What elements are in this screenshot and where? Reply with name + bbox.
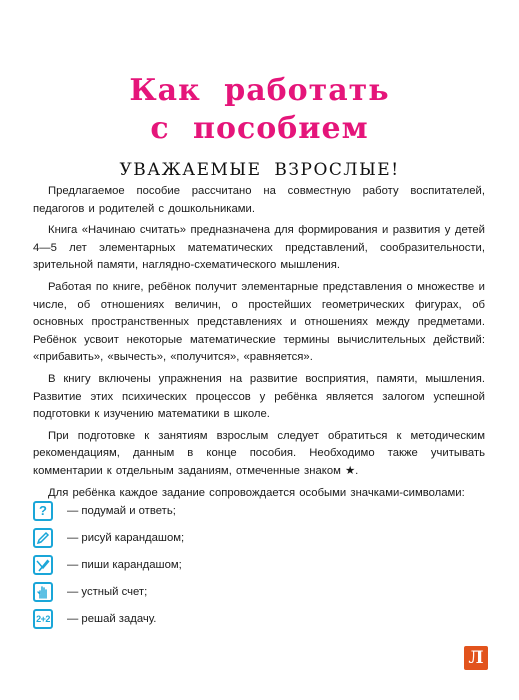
- icon-legend-item: [33, 578, 333, 605]
- two-plus-two-icon: 2+2: [33, 609, 53, 629]
- pencil-icon: [33, 528, 53, 548]
- write-icon: [33, 555, 53, 575]
- icon-legend-item: [33, 497, 333, 524]
- paragraph: Работая по книге, ребёнок получит элементарные представления о множестве и числе, об отношениях величин, о простейших геометрических фигурах, об основных пространственных представлениях и отношениях между предметами. Ребёнок усвоит некоторые математические термины вычислительных действий: «прибавить», «вычесть», «получится», «равняется».: [33, 280, 485, 364]
- paragraph: В книгу включены упражнения на развитие восприятия, памяти, мышления. Развитие этих психических процессов у ребёнка является залогом успешной подготовки к изучению математики в школе.: [33, 372, 485, 421]
- page-title-line-2: с пособием: [150, 111, 369, 146]
- icon-legend-item: [33, 524, 333, 551]
- paragraph-text: При подготовке к занятиям взрослым следует обратиться к методическим рекомендациям, данным в конце пособия. Необходимо также учитывать комментарии к отдельным заданиям, отмеченные знаком: [33, 429, 485, 477]
- icon-legend-label: — пиши карандашом;: [67, 558, 182, 571]
- icon-legend-item: [33, 605, 333, 632]
- section-heading: УВАЖАЕМЫЕ ВЗРОСЛЫЕ!: [119, 160, 400, 180]
- page-title: [0, 72, 519, 148]
- icon-legend-label: — решай задачу.: [67, 612, 157, 625]
- body-text: [33, 183, 485, 506]
- icon-legend-item: [33, 551, 333, 578]
- page-title-line-1: Как работать: [129, 73, 390, 108]
- hand-count-icon: [33, 582, 53, 602]
- publisher-logo: Л: [464, 646, 488, 670]
- icon-legend-label: — устный счет;: [67, 585, 148, 598]
- icon-legend-label: — рисуй карандашом;: [67, 531, 185, 544]
- icon-legend: [33, 497, 333, 632]
- paragraph: [33, 428, 485, 481]
- question-icon: ?: [33, 501, 53, 521]
- star-icon: ★.: [345, 464, 359, 477]
- paragraph: Книга «Начинаю считать» предназначена для формирования и развития у детей 4—5 лет элементарных математических представлений, сообразительности, зрительной памяти, наглядно-схематического мышления.: [33, 224, 485, 272]
- paragraph: Предлагаемое пособие рассчитано на совместную работу воспитателей, педагогов и родителей с дошкольниками.: [33, 185, 485, 215]
- icon-legend-label: — подумай и ответь;: [67, 504, 176, 517]
- paragraph: Для ребёнка каждое задание сопровождается особыми значками-символами:: [48, 486, 465, 499]
